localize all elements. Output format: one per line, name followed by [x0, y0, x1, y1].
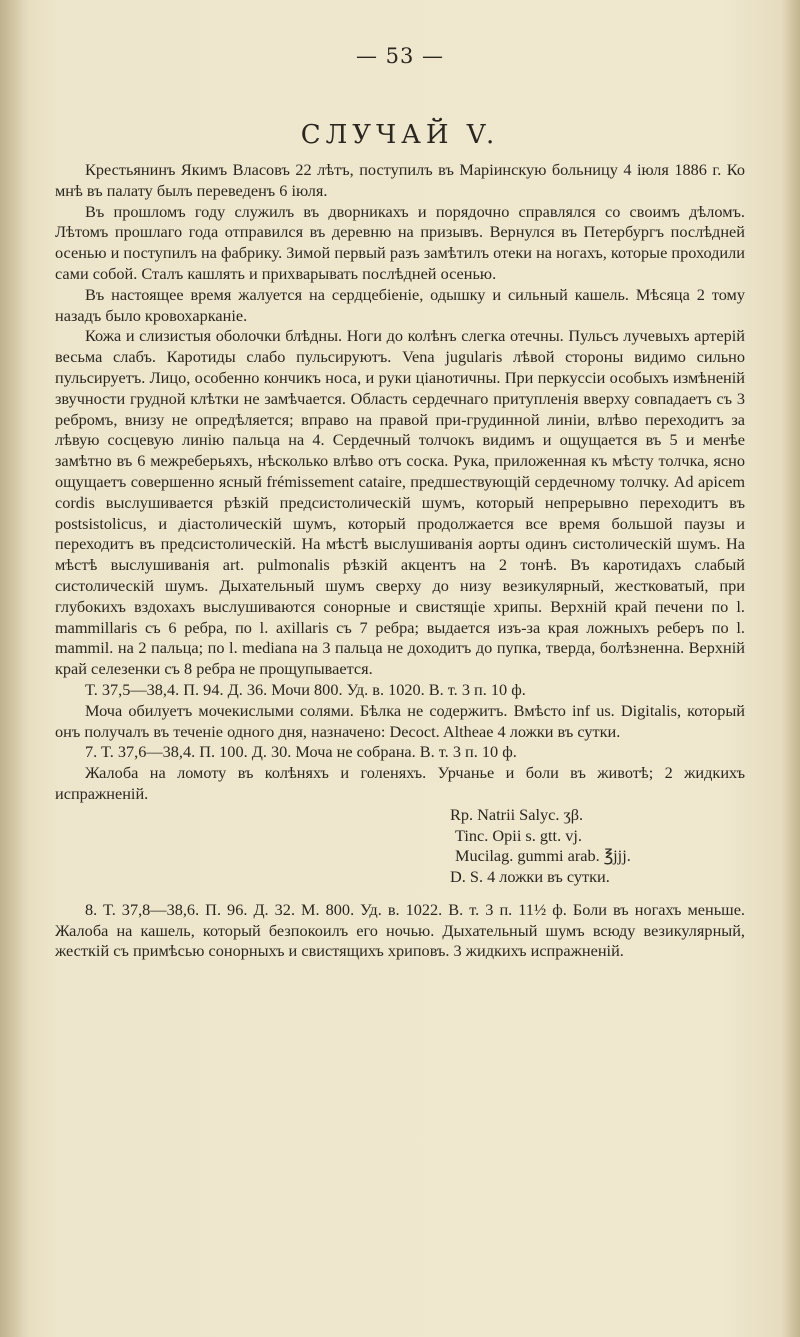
spine-shadow: [0, 0, 30, 1337]
page-edge-shadow: [782, 0, 800, 1337]
case-body: [55, 160, 745, 962]
paragraph-history: Въ прошломъ году служилъ въ дворникахъ и порядочно справлялся со своимъ дѣломъ. Лѣтомъ прошлаго года отправился въ деревню на призывъ. Вернулся въ Петербургъ послѣдней осенью и поступилъ на фабрику. Зимой первый разъ замѣтилъ отеки на ногахъ, которые проходили сами собой. Сталъ кашлять и прихварывать послѣдней осенью.: [55, 201, 745, 283]
paragraph-urine-treatment: Моча обилуетъ мочекислыми солями. Бѣлка не содержитъ. Вмѣсто inf us. Digitalis, который онъ получалъ въ теченіе одного дня, назначено: Decoct. Althеae 4 ложки въ сутки.: [55, 700, 745, 741]
paragraph-admission: Крестьянинъ Якимъ Власовъ 22 лѣтъ, поступилъ въ Маріинскую больницу 4 іюля 1886 г. Ко мнѣ въ палату былъ переведенъ 6 іюля.: [55, 160, 745, 200]
paragraph-complaints: Въ настоящее время жалуется на сердцебіеніе, одышку и сильный кашель. Мѣсяца 2 тому назадъ было кровохарканіе.: [55, 284, 745, 325]
prescription-line: Tinc. Opii s. gtt. vj.: [455, 825, 582, 845]
paragraph-day-8: 8. T. 37,8—38,6. П. 96. Д. 32. М. 800. Уд. в. 1022. В. т. 3 п. 11½ ф. Боли въ ногахъ меньше. Жалоба на кашель, который безпокоилъ его ночью. Дыхательный шумъ всюду везикулярный, жесткій съ примѣсью сонорныхъ и свистящихъ хриповъ. 3 жидкихъ испражненій.: [55, 899, 745, 961]
paragraph-vitals-day-6: T. 37,5—38,4. П. 94. Д. 36. Мочи 800. Уд. в. 1020. В. т. 3 п. 10 ф.: [85, 679, 526, 699]
prescription-line: Rp. Natrii Salyc. ʒβ.: [450, 804, 584, 824]
prescription-line: Mucilag. gummi arab. ℥jjj.: [455, 846, 631, 866]
paragraph-vitals-day-7: 7. T. 37,6—38,4. П. 100. Д. 30. Моча не собрана. В. т. 3 п. 10 ф.: [85, 742, 517, 762]
prescription-line: D. S. 4 ложки въ сутки.: [450, 867, 610, 887]
case-title: СЛУЧАЙ V.: [300, 120, 500, 150]
prescription-block: [450, 805, 745, 888]
paragraph-complaints-day-7: Жалоба на ломоту въ колѣняхъ и голеняхъ. Урчанье и боли въ животѣ; 2 жидкихъ испражненій.: [55, 763, 745, 803]
paragraph-examination: Кожа и слизистыя оболочки блѣдны. Ноги до колѣнъ слегка отечны. Пульсъ лучевыхъ артерій весьма слабъ. Каротиды слабо пульсируютъ. Vena jugularis лѣвой стороны видимо сильно пульсируетъ. Лицо, особенно кончикъ носа, и руки ціанотичны. При перкуссіи особыхъ измѣненій звучности грудной клѣтки не замѣчается. Область сердечнаго притупленія вверху совпадаетъ съ 3 ребромъ, внизу не опредѣляется; вправо на правой при-грудинной линіи, влѣво переходитъ за лѣвую сосцевую линію пальца на 4. Сердечный толчокъ видимъ и ощущается въ 5 и менѣе замѣтно въ 6 межреберьяхъ, нѣсколько влѣво отъ соска. Рука, приложенная къ мѣсту толчка, ясно ощущаетъ совершенно ясный frémissement cataire, предшествующій сердечному толчку. Ad apicem cordis выслушивается рѣзкій предсистолическій шумъ, который непрерывно переходитъ въ postsistolicus, и діастолическій шумъ, который продолжается все время большой паузы и переходитъ въ предсистолическій. На мѣстѣ выслушиванія аорты одинъ систолическій шумъ. На мѣстѣ выслушиванія art. pulmonalis рѣзкій акцентъ на 2 тонѣ. Въ каротидахъ слабый систолическій шумъ. Дыхательный шумъ сверху до низу везикулярный, жестковатый, при глубокихъ вздохахъ выслушиваются сонорные и свистящіе хрипы. Верхній край печени по l. mammillaris съ 6 ребра, по l. axillaris съ 7 ребра; выдается изъ-за края ложныхъ реберъ по l. mammil. на 2 пальца; по l. mediana на 3 пальца не доходитъ до пупка, тверда, болѣзненна. Верхній край селезенки съ 8 ребра не прощупывается.: [55, 326, 745, 679]
page-number: — 53 —: [355, 44, 445, 68]
